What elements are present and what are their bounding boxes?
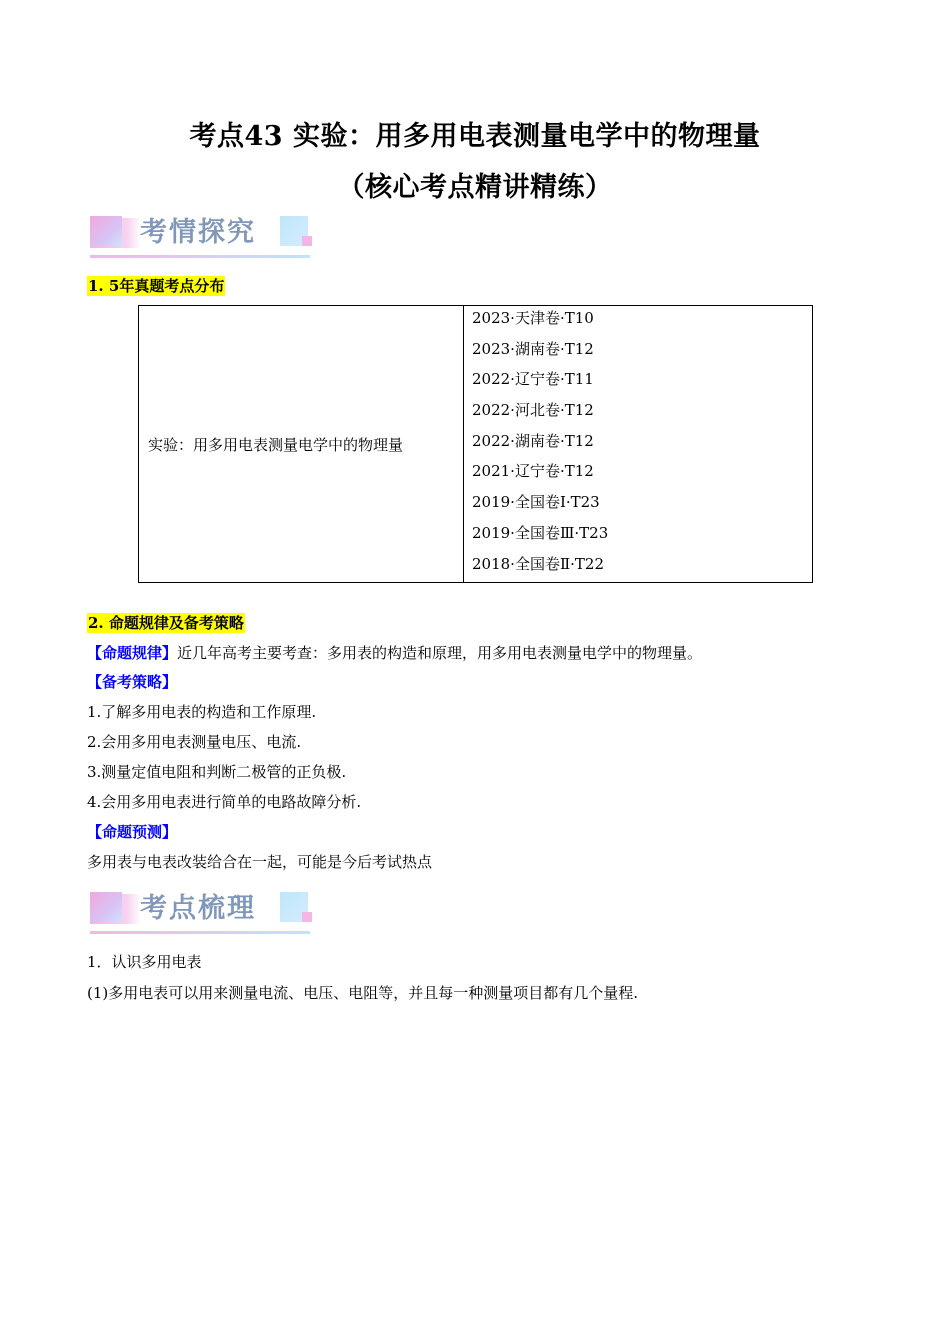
point-heading: 1．认识多用电表 (87, 953, 202, 971)
prep-label: 【备考策略】 (87, 673, 178, 691)
point-paragraph: (1)多用电表可以用来测量电流、电压、电阻等，并且每一种测量项目都有几个量程. (87, 984, 639, 1002)
exam-item: 2022·河北卷·T12 (472, 401, 594, 420)
exam-item: 2018·全国卷Ⅱ·T22 (472, 554, 604, 573)
banner-square-decoration (90, 216, 122, 246)
exam-list-cell (464, 306, 813, 583)
exam-item: 2023·湖南卷·T12 (472, 339, 594, 358)
rule-label: 【命题规律】 (87, 644, 178, 662)
prep-item: 2.会用多用电表测量电压、电流. (87, 733, 302, 751)
prep-item: 3.测量定值电阻和判断二极管的正负极. (87, 763, 347, 781)
section-banner-key-points (90, 892, 312, 934)
exam-item: 2023·天津卷·T10 (472, 309, 594, 327)
banner-square-decoration (302, 236, 312, 246)
forecast-text: 多用表与电表改装给合在一起，可能是今后考试热点 (87, 853, 433, 871)
prep-item: 4.会用多用电表进行简单的电路故障分析. (87, 793, 362, 811)
banner-text: 考情探究 (140, 217, 256, 248)
section-banner-exam-analysis (90, 216, 312, 258)
exam-item: 2022·湖南卷·T12 (472, 431, 594, 450)
rule-text: 近几年高考主要考查：多用表的构造和原理，用多用电表测量电学中的物理量。 (177, 644, 703, 662)
exam-item: 2019·全国卷Ⅰ·T23 (472, 493, 600, 512)
banner-text: 考点梳理 (140, 893, 256, 924)
forecast-label: 【命题预测】 (87, 823, 178, 841)
rule-paragraph (87, 643, 702, 663)
exam-item: 2022·辽宁卷·T11 (472, 370, 594, 389)
prep-item: 1.了解多用电表的构造和工作原理. (87, 703, 317, 721)
distribution-heading: 1. 5年真题考点分布 (88, 277, 225, 295)
exam-distribution-table (138, 305, 813, 583)
topic-cell: 实验：用多用电表测量电学中的物理量 (139, 306, 464, 583)
banner-square-decoration (90, 892, 122, 922)
strategy-heading: 2. 命题规律及备考策略 (88, 614, 244, 632)
exam-item: 2019·全国卷Ⅲ·T23 (472, 523, 609, 542)
page-title: 考点43 实验：用多用电表测量电学中的物理量 (189, 121, 761, 152)
banner-square-decoration (302, 912, 312, 922)
exam-item: 2021·辽宁卷·T12 (472, 462, 594, 481)
page-subtitle: （核心考点精讲精练） (337, 172, 613, 203)
